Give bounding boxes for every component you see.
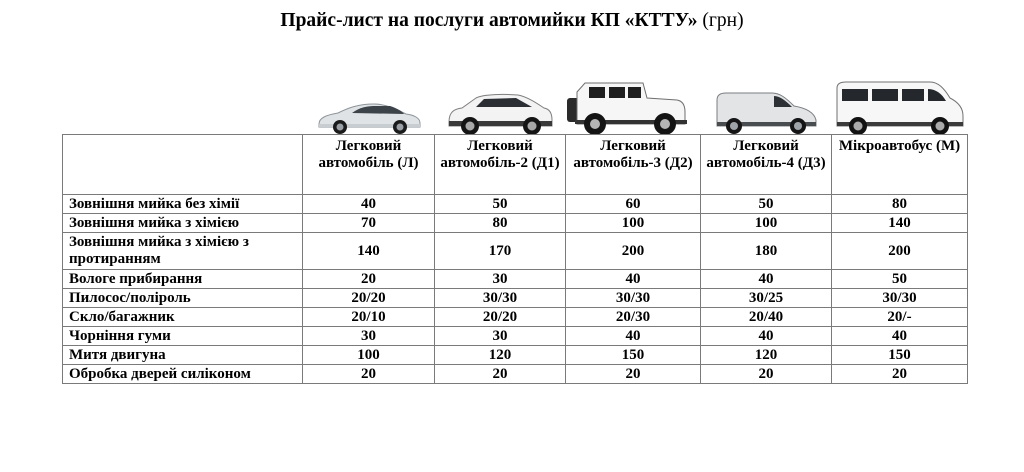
price-cell: 30/30 xyxy=(832,289,968,308)
price-cell: 40 xyxy=(566,270,701,289)
price-cell: 150 xyxy=(832,346,968,365)
table-row xyxy=(63,214,968,233)
suv-car-icon xyxy=(567,80,689,136)
price-cell: 70 xyxy=(303,214,435,233)
price-cell: 20/20 xyxy=(303,289,435,308)
row-label: Митя двигуна xyxy=(63,346,303,365)
price-cell: 30/30 xyxy=(566,289,701,308)
price-cell: 20/20 xyxy=(435,308,566,327)
price-cell: 30/30 xyxy=(435,289,566,308)
price-cell: 170 xyxy=(435,233,566,270)
price-cell: 20 xyxy=(303,365,435,384)
price-cell: 100 xyxy=(701,214,832,233)
table-row xyxy=(63,233,968,270)
price-cell: 100 xyxy=(566,214,701,233)
price-cell: 30 xyxy=(435,270,566,289)
price-cell: 140 xyxy=(832,214,968,233)
table-row xyxy=(63,365,968,384)
row-label: Вологе прибирання xyxy=(63,270,303,289)
price-cell: 120 xyxy=(435,346,566,365)
price-cell: 20/30 xyxy=(566,308,701,327)
table-row xyxy=(63,270,968,289)
row-label: Зовнішня мийка без хімії xyxy=(63,195,303,214)
row-label: Зовнішня мийка з хімією з протиранням xyxy=(63,233,303,270)
price-cell: 200 xyxy=(566,233,701,270)
table-row xyxy=(63,327,968,346)
price-cell: 140 xyxy=(303,233,435,270)
price-cell: 30 xyxy=(303,327,435,346)
page-title xyxy=(0,8,1024,34)
row-label: Скло/багажник xyxy=(63,308,303,327)
table-corner-cell xyxy=(63,135,303,195)
price-cell: 100 xyxy=(303,346,435,365)
column-header-m: Мікроавтобус (М) xyxy=(832,135,968,195)
table-row xyxy=(63,346,968,365)
price-cell: 60 xyxy=(566,195,701,214)
column-header-d1: Легковий автомобіль-2 (Д1) xyxy=(435,135,566,195)
price-cell: 20 xyxy=(832,365,968,384)
price-cell: 200 xyxy=(832,233,968,270)
price-cell: 80 xyxy=(832,195,968,214)
price-cell: 40 xyxy=(701,327,832,346)
column-header-d2: Легковий автомобіль-3 (Д2) xyxy=(566,135,701,195)
price-cell: 40 xyxy=(303,195,435,214)
price-cell: 40 xyxy=(832,327,968,346)
price-cell: 20 xyxy=(303,270,435,289)
vehicle-images xyxy=(62,72,967,136)
price-cell: 80 xyxy=(435,214,566,233)
price-cell: 30/25 xyxy=(701,289,832,308)
table-row xyxy=(63,289,968,308)
price-cell: 40 xyxy=(701,270,832,289)
price-cell: 20 xyxy=(435,365,566,384)
row-label: Обробка дверей силіконом xyxy=(63,365,303,384)
van-car-icon xyxy=(714,90,820,136)
price-cell: 30 xyxy=(435,327,566,346)
price-cell: 40 xyxy=(566,327,701,346)
table-row xyxy=(63,308,968,327)
price-cell: 120 xyxy=(701,346,832,365)
title-unit: (грн) xyxy=(702,10,744,31)
column-header-d3: Легковий автомобіль-4 (Д3) xyxy=(701,135,832,195)
table-header-row xyxy=(63,135,968,195)
minibus-icon xyxy=(834,80,966,136)
price-cell: 20 xyxy=(566,365,701,384)
price-cell: 50 xyxy=(832,270,968,289)
sedan-car-icon xyxy=(316,100,422,136)
row-label: Пилосос/поліроль xyxy=(63,289,303,308)
price-cell: 50 xyxy=(435,195,566,214)
price-cell: 150 xyxy=(566,346,701,365)
price-cell: 20/- xyxy=(832,308,968,327)
price-cell: 20 xyxy=(701,365,832,384)
crossover-car-icon xyxy=(446,90,554,136)
row-label: Зовнішня мийка з хімією xyxy=(63,214,303,233)
price-cell: 20/10 xyxy=(303,308,435,327)
price-cell: 20/40 xyxy=(701,308,832,327)
price-cell: 50 xyxy=(701,195,832,214)
column-header-l: Легковий автомобіль (Л) xyxy=(303,135,435,195)
table-row xyxy=(63,195,968,214)
price-table xyxy=(62,134,968,384)
price-cell: 180 xyxy=(701,233,832,270)
row-label: Чорніння гуми xyxy=(63,327,303,346)
title-main: Прайс-лист на послуги автомийки КП «КТТУ» xyxy=(280,10,698,31)
